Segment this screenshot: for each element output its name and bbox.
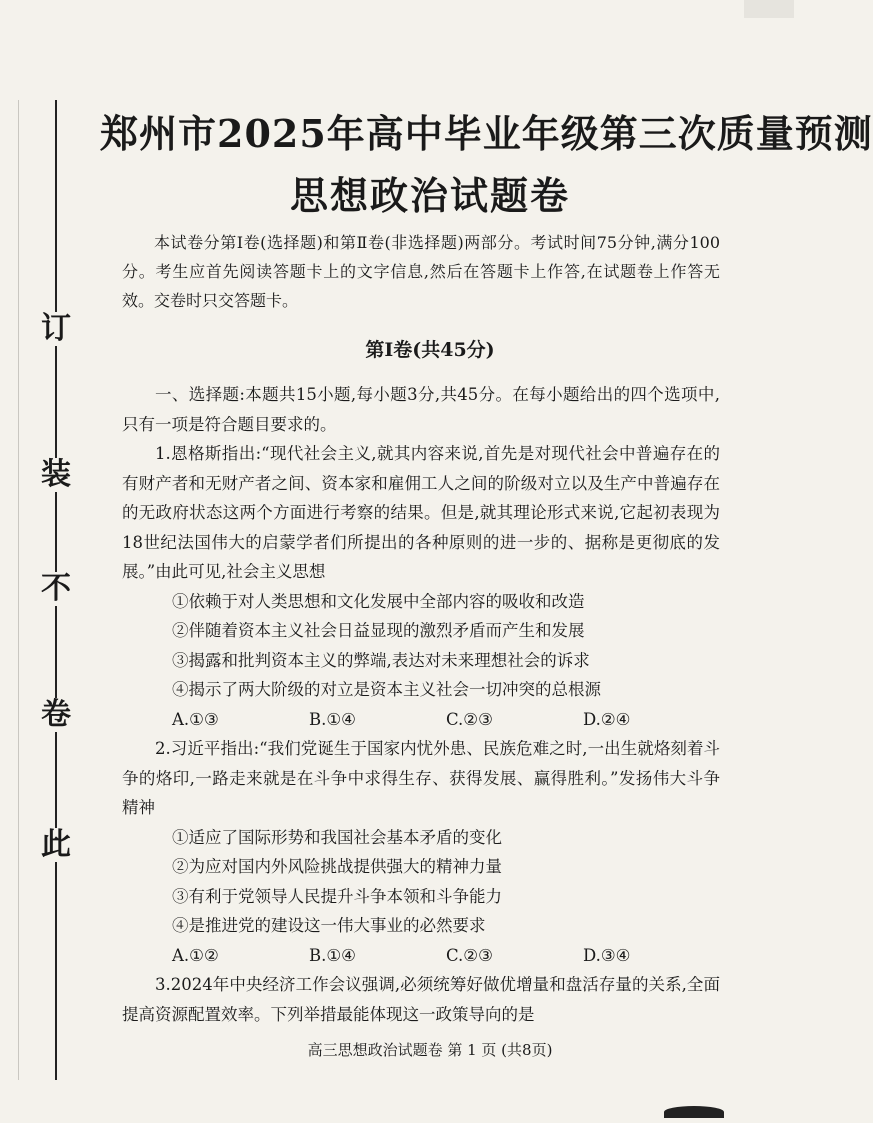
question-2-statement: ②为应对国内外风险挑战提供强大的精神力量 [172,857,502,876]
exam-subtitle: 思想政治试题卷 [289,173,570,218]
option-b: B.①④ [309,709,356,729]
binding-char-ding: 订 [41,311,71,346]
question-1-statement: ④揭示了两大阶级的对立是资本主义社会一切冲突的总根源 [172,680,601,699]
question-2-options [122,941,720,971]
section-title: 第Ⅰ卷(共45分) [365,339,495,361]
option-c: C.②③ [446,709,493,729]
binding-char-zhuang: 装 [41,457,71,492]
question-1-stem: 1.恩格斯指出:“现代社会主义,就其内容来说,首先是对现代社会中普遍存在的有财产者和无财产者之间、资本家和雇佣工人之间的阶级对立以及生产中普遍存在的无政府状态这两个方面进行考察的结果。但是,就其理论形式来说,它起初表现为18世纪法国伟大的启蒙学者们所提出的各种原则的进一步的、据称是更彻底的发展。”由此可见,社会主义思想 [122,444,720,581]
binding-margin [14,100,70,1080]
question-1-statement: ③揭露和批判资本主义的弊端,表达对未来理想社会的诉求 [172,650,590,670]
option-c: C.②③ [446,945,493,965]
option-d: D.③④ [583,945,631,965]
option-a: A.①② [172,945,219,965]
binding-char-bu: 不 [41,571,71,606]
question-2-statement: ④是推进党的建设这一伟大事业的必然要求 [172,916,486,935]
binding-char-ci: 此 [41,827,71,862]
question-1-options [122,705,720,735]
page-footer: 高三思想政治试题卷 第 1 页 (共8页) [307,1041,553,1059]
question-1-statement: ②伴随着资本主义社会日益显现的激烈矛盾而产生和发展 [172,621,585,640]
option-d: D.②④ [583,709,631,729]
exam-instructions: 本试卷分第Ⅰ卷(选择题)和第Ⅱ卷(非选择题)两部分。考试时间75分钟,满分100分。考生应首先阅读答题卡上的文字信息,然后在答题卡上作答,在试题卷上作答无效。交卷时只交答题卡。 [122,233,720,310]
question-body [122,380,720,1029]
exam-title: 郑州市2025年高中毕业年级第三次质量预测 [100,111,873,156]
section-instruction: 一、选择题:本题共15小题,每小题3分,共45分。在每小题给出的四个选项中,只有一项是符合题目要求的。 [122,385,720,434]
question-2-statement: ③有利于党领导人民提升斗争本领和斗争能力 [172,886,502,906]
option-a: A.①③ [172,709,219,729]
question-2-stem: 2.习近平指出:“我们党诞生于国家内忧外患、民族危难之时,一出生就烙刻着斗争的烙印,一路走来就是在斗争中求得生存、获得发展、赢得胜利。”发扬伟大斗争精神 [122,739,720,817]
scan-mark [664,1106,724,1118]
question-3-stem: 3.2024年中央经济工作会议强调,必须统筹好做优增量和盘活存量的关系,全面提高资源配置效率。下列举措最能体现这一政策导向的是 [122,975,720,1024]
option-b: B.①④ [309,945,356,965]
question-1-statement: ①依赖于对人类思想和文化发展中全部内容的吸收和改造 [172,591,585,611]
binding-char-juan: 卷 [41,697,71,732]
scan-smudge [744,0,794,18]
fold-line [18,100,19,1080]
question-2-statement: ①适应了国际形势和我国社会基本矛盾的变化 [172,827,502,847]
